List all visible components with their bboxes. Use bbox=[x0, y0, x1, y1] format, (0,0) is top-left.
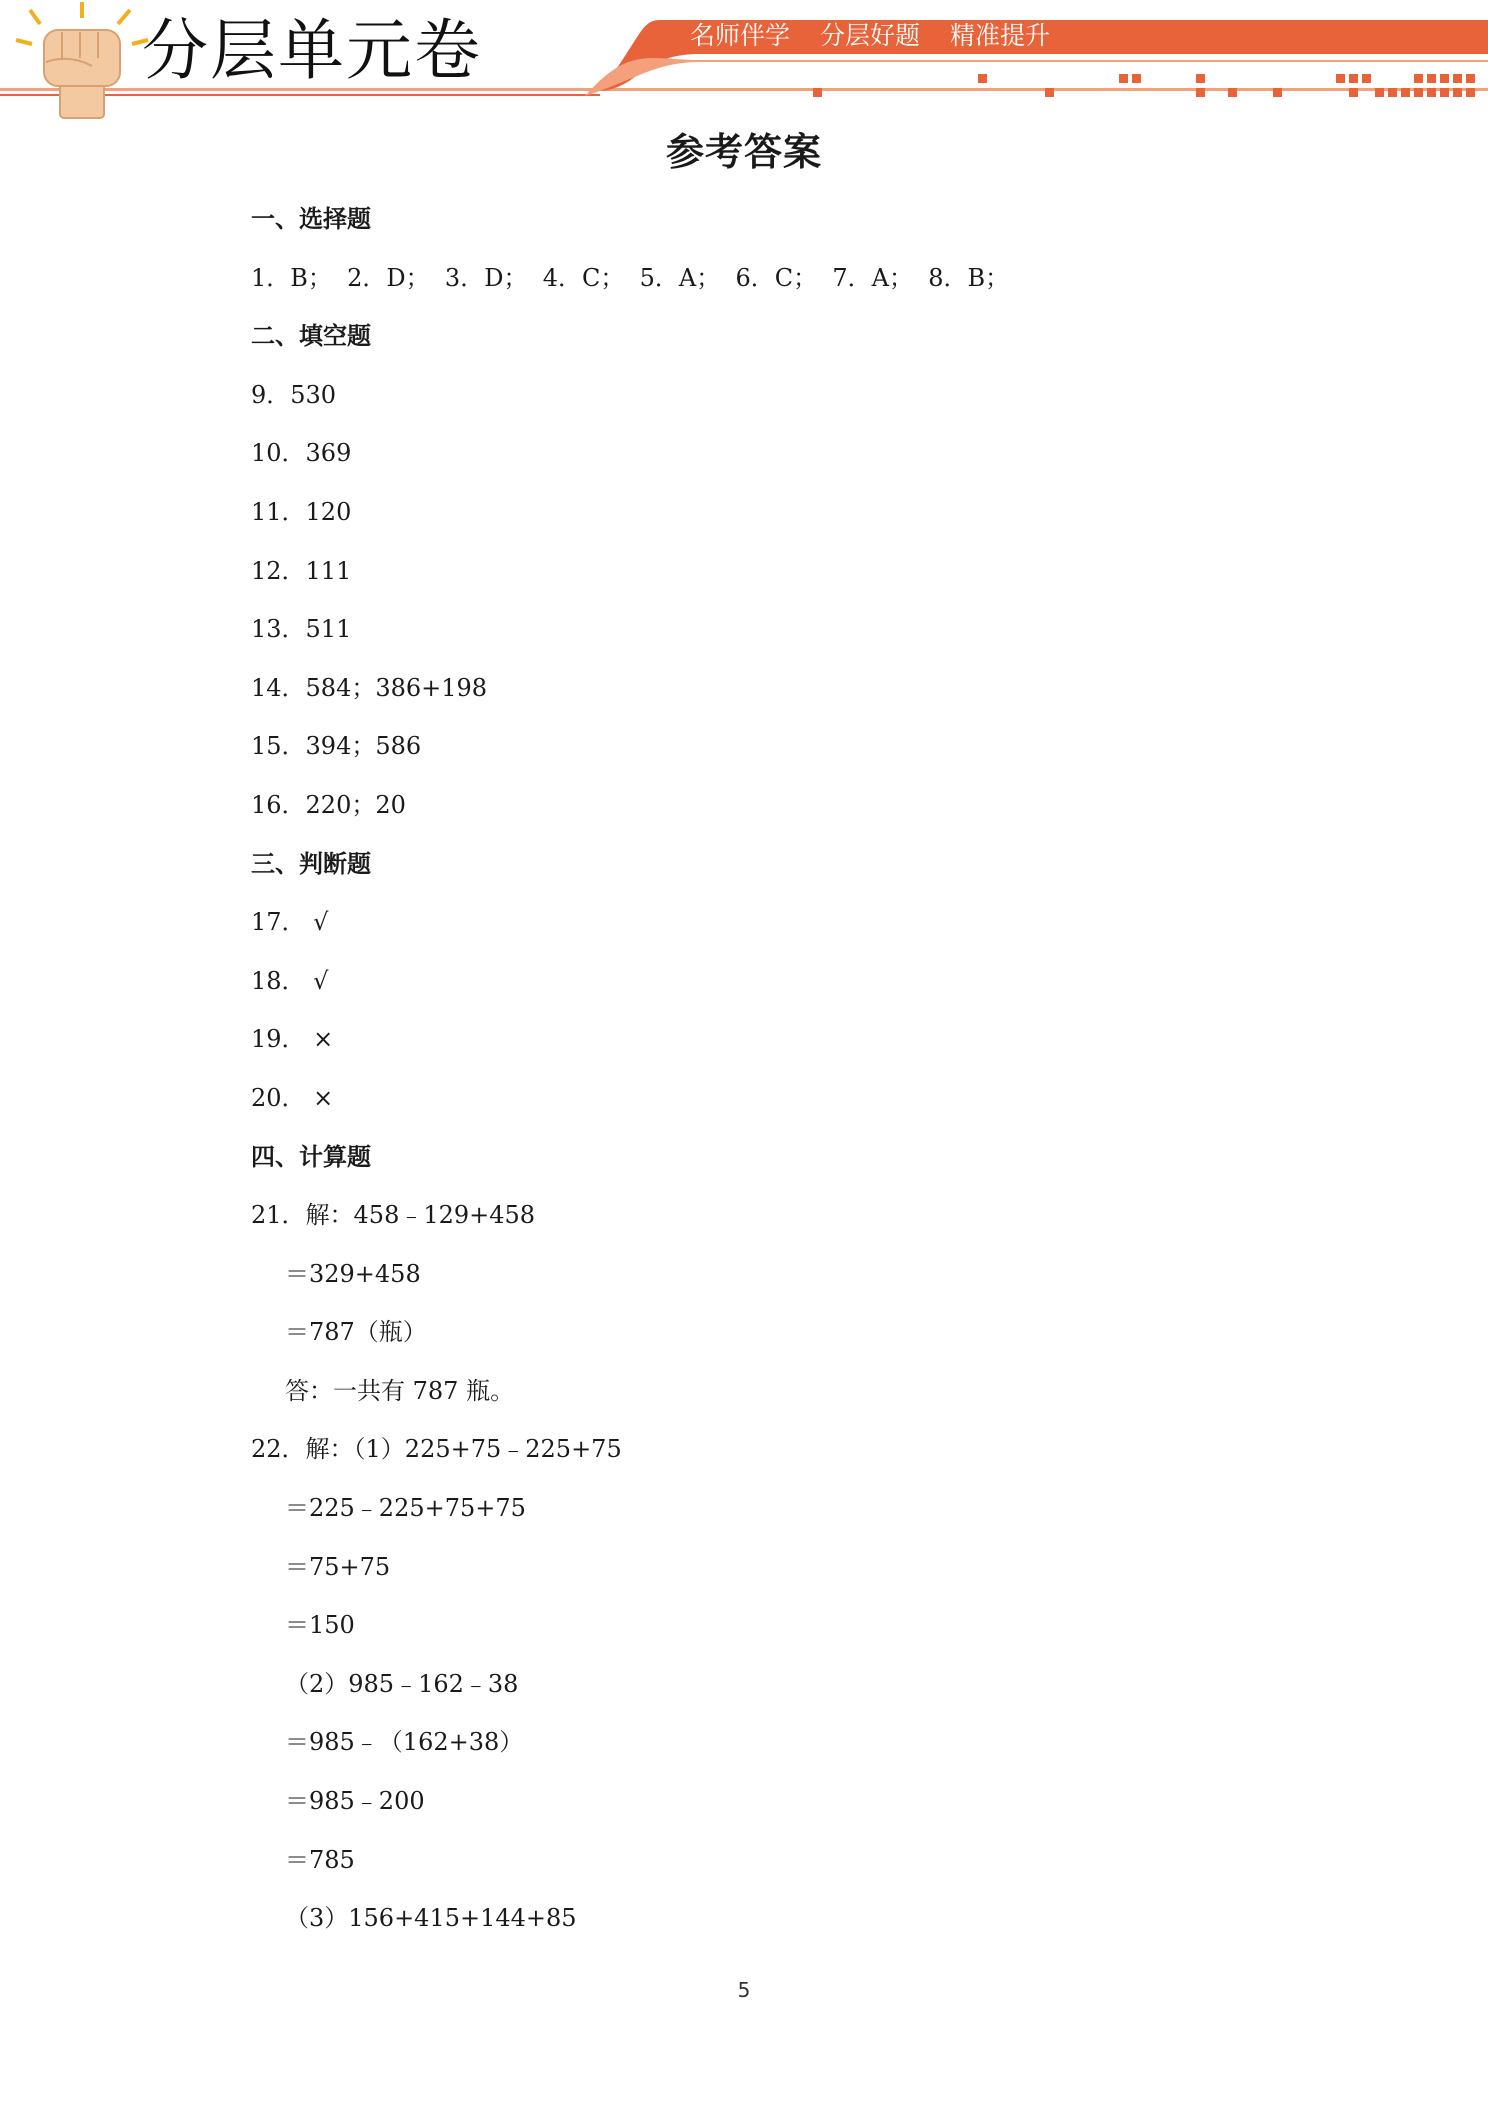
answer-line: 12．111 bbox=[251, 556, 352, 585]
page-number: 5 bbox=[737, 1978, 751, 2002]
answer-line: （2）985﹣162﹣38 bbox=[285, 1669, 519, 1698]
brand-title: 分层单元卷 bbox=[142, 12, 482, 89]
slogan-item: 名师伴学 bbox=[690, 21, 791, 50]
answer-line: ＝787（瓶） bbox=[285, 1318, 427, 1347]
decorative-dots bbox=[813, 74, 1475, 97]
answer-line: 19． × bbox=[251, 1025, 334, 1054]
page-header bbox=[0, 0, 1488, 125]
section-heading: 四、计算题 bbox=[251, 1142, 371, 1171]
answer-line: ＝985﹣（162+38） bbox=[285, 1728, 524, 1757]
answer-line: ＝75+75 bbox=[285, 1552, 391, 1581]
answer-line: 14．584；386+198 bbox=[251, 673, 488, 702]
document-title: 参考答案 bbox=[665, 129, 822, 174]
answer-line: 9．530 bbox=[251, 380, 337, 409]
answer-line: 20． × bbox=[251, 1083, 334, 1112]
answer-line: ＝785 bbox=[285, 1845, 355, 1874]
answer-line: 10．369 bbox=[251, 439, 352, 468]
section-heading: 一、选择题 bbox=[251, 205, 371, 233]
section-heading: 三、判断题 bbox=[251, 849, 371, 878]
answer-line: 18． √ bbox=[251, 966, 329, 995]
answer-line: （3）156+415+144+85 bbox=[285, 1904, 577, 1933]
answer-line: 1．B； 2．D； 3．D； 4．C； 5．A； 6．C； 7．A； 8．B； bbox=[251, 263, 1010, 292]
slogan-item: 精准提升 bbox=[949, 21, 1050, 50]
answer-line: 17． √ bbox=[251, 908, 329, 937]
answer-line: 13．511 bbox=[251, 615, 352, 644]
answer-line: ＝985﹣200 bbox=[285, 1787, 425, 1816]
answer-line: 21．解：458﹣129+458 bbox=[251, 1201, 536, 1230]
answer-line: 16．220；20 bbox=[251, 790, 406, 819]
section-heading: 二、填空题 bbox=[251, 322, 371, 351]
slogan-item: 分层好题 bbox=[819, 21, 920, 50]
answer-line: ＝150 bbox=[285, 1611, 355, 1640]
answer-line: 答：一共有 787 瓶。 bbox=[285, 1376, 515, 1405]
answer-line: ＝225﹣225+75+75 bbox=[285, 1494, 526, 1523]
answer-content bbox=[251, 190, 1251, 1948]
answer-line: ＝329+458 bbox=[285, 1259, 421, 1288]
slogan bbox=[690, 18, 1072, 54]
answer-line: 15．394；586 bbox=[251, 732, 422, 761]
answer-line: 11．120 bbox=[251, 497, 352, 526]
raised-fist-icon bbox=[16, 2, 148, 118]
answer-line: 22．解：（1）225+75﹣225+75 bbox=[251, 1435, 622, 1464]
